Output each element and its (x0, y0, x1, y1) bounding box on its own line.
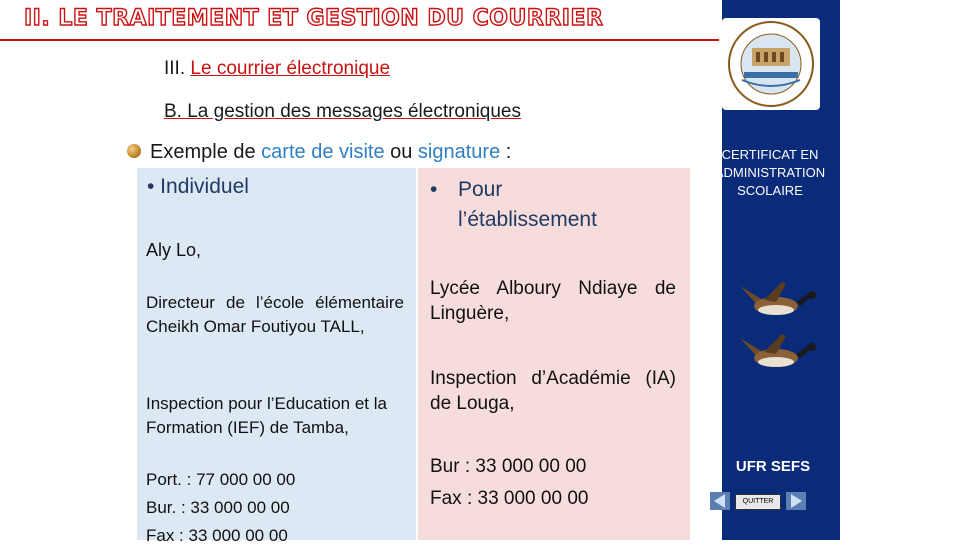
institution-office: Inspection d’Académie (IA) de Louga, (430, 368, 676, 414)
right-margin (840, 0, 960, 540)
certificate-label: CERTIFICAT EN ADMINISTRATION SCOLAIRE (714, 147, 826, 198)
highlight-business-card: carte de visite (261, 141, 385, 163)
institution-fax: Fax : 33 000 00 00 (430, 488, 589, 509)
next-button[interactable] (786, 492, 806, 510)
subsection-heading (164, 101, 521, 123)
example-line: Exemple de carte de visite ou signature : (150, 141, 512, 163)
signature-name: Aly Lo, (146, 240, 202, 260)
bullet-ball-icon (127, 144, 141, 158)
university-seal-logo (722, 18, 820, 110)
signature-port: Port. : 77 000 00 00 (146, 470, 296, 489)
institution-bur: Bur : 33 000 00 00 (430, 456, 587, 477)
flying-geese-icon (736, 280, 826, 380)
institution-school: Lycée Alboury Ndiaye de Linguère, (430, 278, 676, 324)
previous-button[interactable] (710, 492, 730, 510)
signature-office: Inspection pour l’Education et la Formation (IEF) de Tamba, (146, 394, 387, 437)
highlight-signature: signature (417, 141, 501, 163)
signature-bur: Bur. : 33 000 00 00 (146, 498, 290, 517)
individual-heading: • Individuel (147, 175, 249, 198)
title-divider (0, 39, 722, 41)
slide-title: II. LE TRAITEMENT ET GESTION DU COURRIER (24, 6, 604, 31)
section-number: III. (164, 58, 191, 79)
institution-heading: • Pour l’établissement (430, 178, 597, 231)
section-link[interactable]: Le courrier électronique (190, 58, 391, 79)
subsection-link[interactable]: B. La gestion des messages électroniques (164, 101, 521, 122)
signature-fax: Fax : 33 000 00 00 (146, 526, 288, 545)
signature-role: Directeur de l’école élémentaire Cheikh Omar Foutiyou TALL, (146, 293, 404, 336)
quit-button[interactable]: QUITTER (735, 494, 781, 510)
arrow-left-icon (710, 492, 730, 510)
section-heading (164, 58, 390, 80)
ufr-label: UFR SEFS (735, 458, 811, 475)
arrow-right-icon (786, 492, 806, 510)
